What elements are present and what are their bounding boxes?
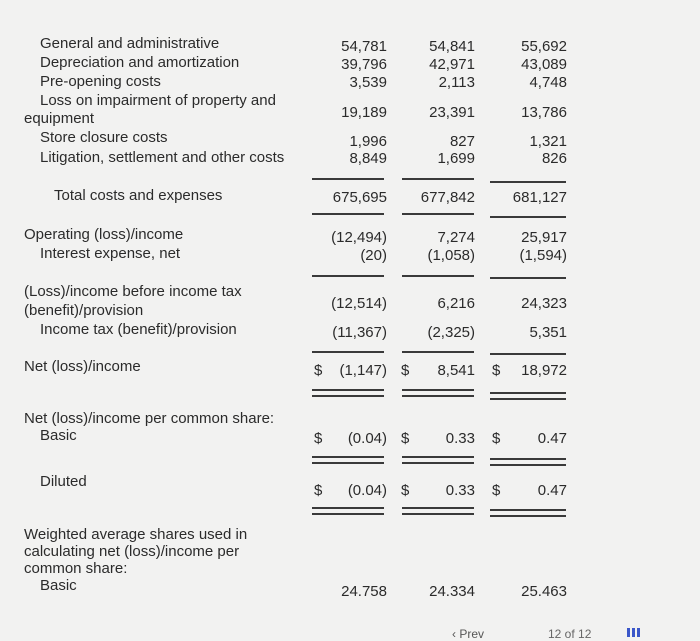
value-cell: 42,971: [429, 56, 475, 73]
rule-single: [312, 275, 384, 277]
rule-double: [312, 513, 384, 515]
value-cell: 55,692: [521, 38, 567, 55]
label-impairment-line1: Loss on impairment of property and: [40, 92, 276, 109]
value-cell: 54,781: [341, 38, 387, 55]
rule-double: [402, 389, 474, 391]
value-cell: 1,321: [529, 133, 567, 150]
rule-double: [490, 458, 566, 460]
label-pretax-line2: (benefit)/provision: [24, 302, 144, 319]
value-cell: 2,113: [438, 74, 475, 91]
label-store-closure: Store closure costs: [40, 129, 168, 146]
label-general-admin: General and administrative: [40, 35, 220, 52]
value-cell: 6,216: [437, 295, 475, 312]
rule-double: [312, 389, 384, 391]
value-cell: 1,699: [437, 150, 475, 167]
value-cell: (1,147): [339, 362, 387, 379]
rule-double: [402, 507, 474, 509]
rule-single: [312, 178, 384, 180]
label-net-income: Net (loss)/income: [24, 358, 141, 375]
rule-single: [490, 181, 566, 183]
rule-double: [490, 398, 566, 400]
currency-symbol: $: [314, 362, 323, 379]
currency-symbol: $: [314, 430, 323, 447]
value-cell: (0.04): [347, 482, 387, 499]
rule-single: [312, 351, 384, 353]
value-cell: (1,058): [427, 247, 475, 264]
value-cell: 23,391: [429, 104, 475, 121]
value-cell: 8,849: [349, 150, 387, 167]
value-cell: (0.04): [347, 430, 387, 447]
value-cell: 0.47: [537, 430, 567, 447]
label-litigation: Litigation, settlement and other costs: [40, 149, 285, 166]
currency-symbol: $: [401, 482, 410, 499]
value-cell: 5,351: [529, 324, 567, 341]
label-preopening: Pre-opening costs: [40, 73, 161, 90]
rule-double: [490, 509, 566, 511]
rule-single: [402, 351, 474, 353]
chevron-left-icon: ‹: [452, 627, 456, 641]
value-cell: 13,786: [521, 104, 567, 121]
value-cell: (2,325): [427, 324, 475, 341]
currency-symbol: $: [492, 362, 501, 379]
label-income-tax: Income tax (benefit)/provision: [40, 321, 237, 338]
currency-symbol: $: [401, 362, 410, 379]
rule-double: [490, 464, 566, 466]
rule-double: [402, 395, 474, 397]
value-cell: 39,796: [341, 56, 387, 73]
value-cell: 0.33: [445, 482, 475, 499]
label-interest-expense: Interest expense, net: [40, 245, 181, 262]
value-cell: 827: [449, 133, 475, 150]
value-cell: 43,089: [521, 56, 567, 73]
value-cell: 24.758: [341, 583, 387, 600]
value-cell: 24,323: [521, 295, 567, 312]
rule-single: [490, 216, 566, 218]
value-cell: 0.47: [537, 482, 567, 499]
label-eps-diluted: Diluted: [40, 473, 87, 490]
label-depreciation: Depreciation and amortization: [40, 54, 240, 71]
value-cell: 1,996: [349, 133, 387, 150]
value-cell: 8,541: [437, 362, 475, 379]
rule-double: [490, 392, 566, 394]
currency-symbol: $: [401, 430, 410, 447]
rule-single: [402, 275, 474, 277]
rule-double: [312, 456, 384, 458]
label-operating-income: Operating (loss)/income: [24, 226, 184, 243]
value-cell: 681,127: [512, 189, 567, 206]
rule-single: [490, 353, 566, 355]
currency-symbol: $: [314, 482, 323, 499]
label-weighted-line2: calculating net (loss)/income per: [24, 543, 240, 560]
rule-double: [312, 462, 384, 464]
rule-double: [312, 507, 384, 509]
value-cell: 24.334: [429, 583, 475, 600]
value-cell: 826: [541, 150, 567, 167]
value-cell: 675,695: [332, 189, 387, 206]
rule-single: [490, 277, 566, 279]
value-cell: (12,514): [331, 295, 387, 312]
value-cell: 19,189: [341, 104, 387, 121]
label-eps-basic: Basic: [40, 427, 77, 444]
page-indicator: 12 of 12: [548, 627, 592, 641]
currency-symbol: $: [492, 430, 501, 447]
label-eps: Net (loss)/income per common share:: [24, 410, 275, 427]
label-weighted-line1: Weighted average shares used in: [24, 526, 248, 543]
label-weighted-line3: common share:: [24, 560, 128, 577]
rule-single: [312, 213, 384, 215]
value-cell: (11,367): [332, 324, 387, 341]
value-cell: 25,917: [521, 229, 567, 246]
grid-icon[interactable]: [627, 628, 641, 637]
rule-single: [402, 178, 474, 180]
value-cell: 18,972: [521, 362, 567, 379]
value-cell: 677,842: [420, 189, 475, 206]
prev-label: Prev: [459, 627, 485, 641]
label-pretax-line1: (Loss)/income before income tax: [24, 283, 242, 300]
label-total-costs: Total costs and expenses: [54, 187, 223, 204]
rule-double: [402, 456, 474, 458]
rule-double: [402, 513, 474, 515]
value-cell: 25.463: [521, 583, 567, 600]
label-impairment-line2: equipment: [24, 110, 95, 127]
rule-double: [402, 462, 474, 464]
rule-double: [312, 395, 384, 397]
value-cell: 0.33: [445, 430, 475, 447]
value-cell: 7,274: [437, 229, 475, 246]
currency-symbol: $: [492, 482, 501, 499]
value-cell: 4,748: [529, 74, 567, 91]
value-cell: (1,594): [519, 247, 567, 264]
rule-single: [402, 213, 474, 215]
label-weighted-basic: Basic: [40, 577, 77, 594]
value-cell: 54,841: [429, 38, 475, 55]
value-cell: (20): [360, 247, 387, 264]
rule-double: [490, 515, 566, 517]
value-cell: 3,539: [349, 74, 387, 91]
value-cell: (12,494): [331, 229, 387, 246]
